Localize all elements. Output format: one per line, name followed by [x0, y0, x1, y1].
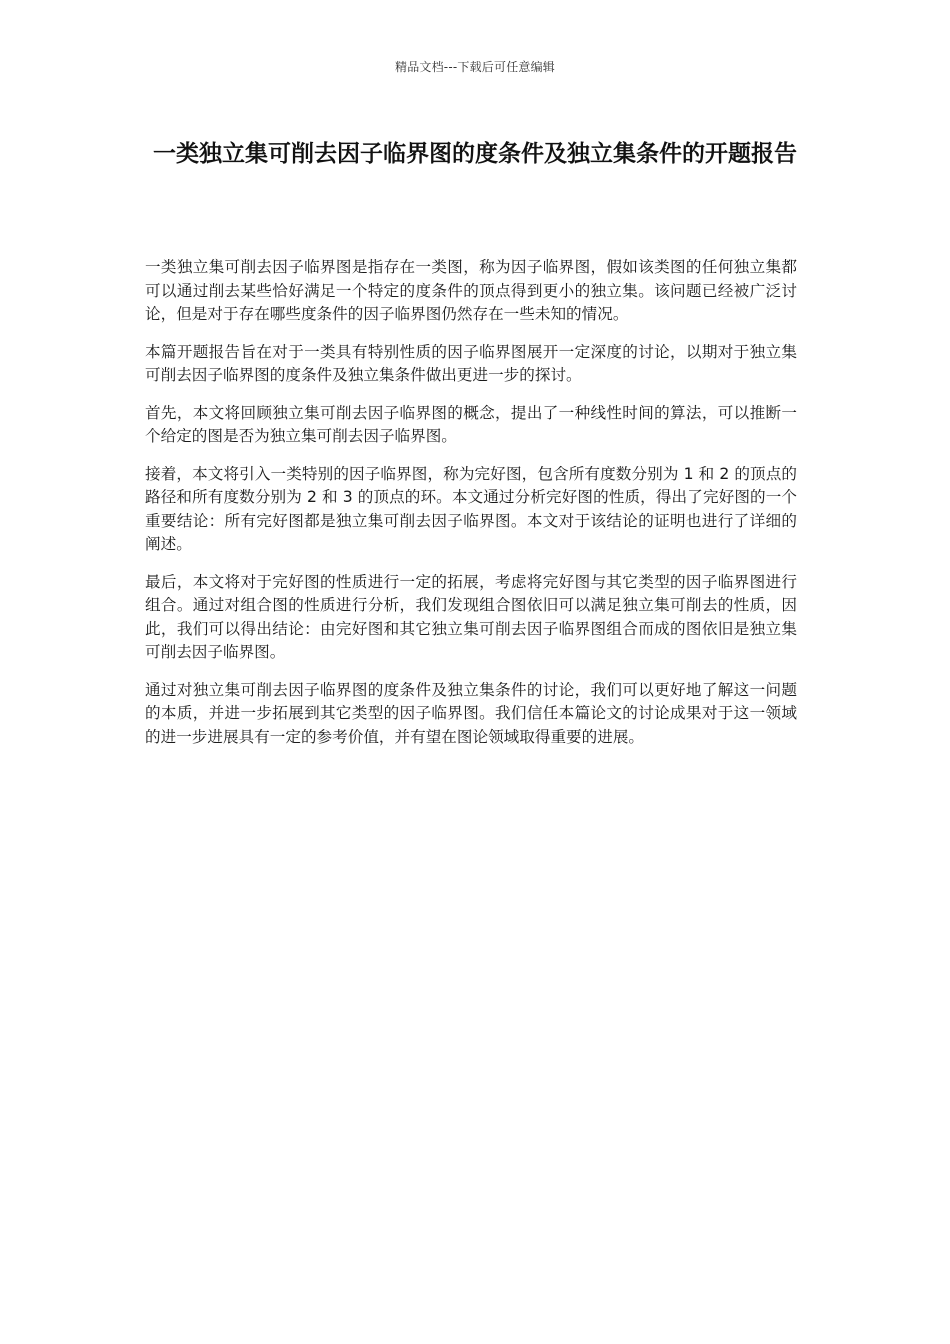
document-title: 一类独立集可削去因子临界图的度条件及独立集条件的开题报告 — [153, 141, 797, 167]
paragraph-1: 一类独立集可削去因子临界图是指存在一类图，称为因子临界图，假如该类图的任何独立集都可以通过削去某些恰好满足一个特定的度条件的顶点得到更小的独立集。该问题已经被广泛讨论，但是对于存在哪些度条件的因子临界图仍然存在一些未知的情况。 — [145, 258, 797, 323]
document-body — [145, 256, 797, 763]
paragraph-2: 本篇开题报告旨在对于一类具有特别性质的因子临界图展开一定深度的讨论，以期对于独立集可削去因子临界图的度条件及独立集条件做出更进一步的探讨。 — [145, 342, 797, 384]
paragraph-3: 首先，本文将回顾独立集可削去因子临界图的概念，提出了一种线性时间的算法，可以推断一个给定的图是否为独立集可削去因子临界图。 — [145, 403, 797, 445]
paragraph-5: 最后，本文将对于完好图的性质进行一定的拓展，考虑将完好图与其它类型的因子临界图进行组合。通过对组合图的性质进行分析，我们发现组合图依旧可以满足独立集可削去的性质，因此，我们可以得出结论：由完好图和其它独立集可削去因子临界图组合而成的图依旧是独立集可削去因子临界图。 — [145, 572, 797, 661]
paragraph-6: 通过对独立集可削去因子临界图的度条件及独立集条件的讨论，我们可以更好地了解这一问题的本质，并进一步拓展到其它类型的因子临界图。我们信任本篇论文的讨论成果对于这一领域的进一步进展具有一定的参考价值，并有望在图论领域取得重要的进展。 — [145, 680, 797, 746]
paragraph-4: 接着，本文将引入一类特别的因子临界图，称为完好图，包含所有度数分别为 1 和 2 的顶点的路径和所有度数分别为 2 和 3 的顶点的环。本文通过分析完好图的性质，得出了完好图的一个重要结论：所有完好图都是独立集可削去因子临界图。本文对于该结论的证明也进行了详细的阐述。 — [145, 464, 797, 553]
header-note: 精品文档---下载后可任意编辑 — [395, 60, 555, 74]
